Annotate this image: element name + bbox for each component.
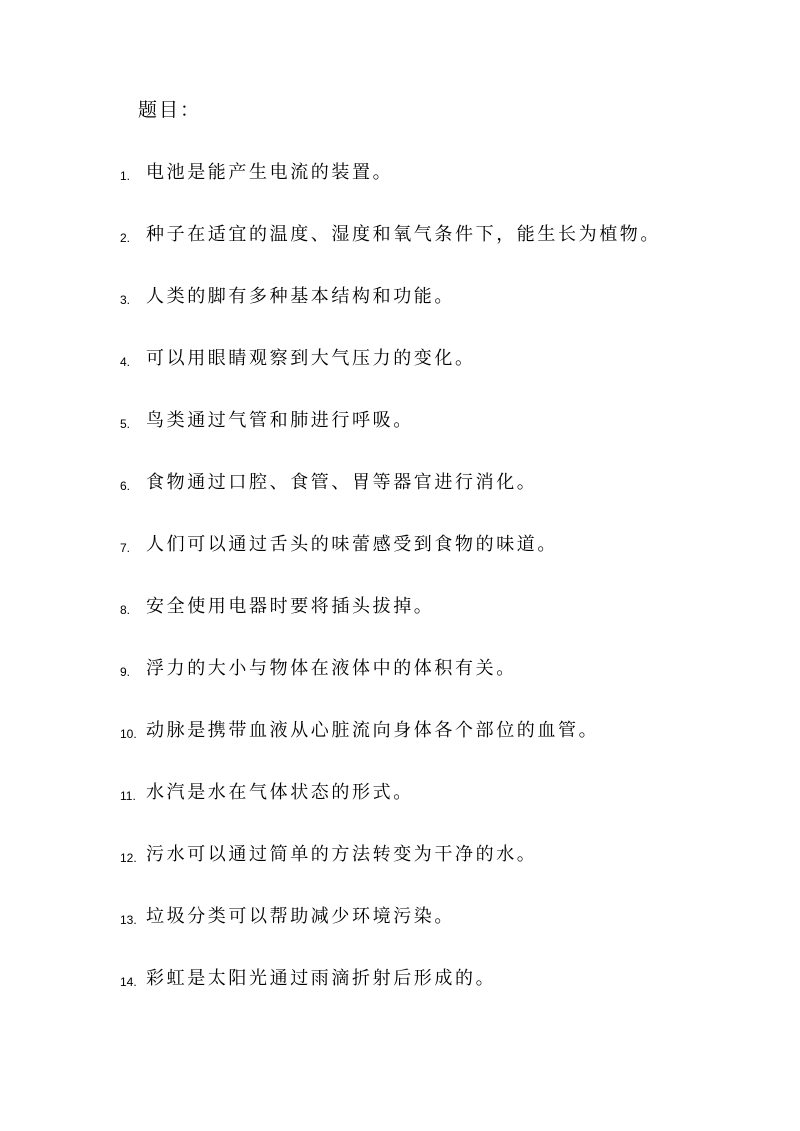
question-number: 2. xyxy=(120,231,131,245)
question-text: 人类的脚有多种基本结构和功能。 xyxy=(146,286,455,307)
question-number: 1. xyxy=(120,169,131,183)
document-title: 题目： xyxy=(138,99,202,121)
question-text: 食物通过口腔、食管、胃等器官进行消化。 xyxy=(146,472,538,493)
question-text: 鸟类通过气管和肺进行呼吸。 xyxy=(146,410,414,431)
question-number: 5. xyxy=(120,417,131,431)
question-number: 9. xyxy=(120,665,131,679)
question-text: 浮力的大小与物体在液体中的体积有关。 xyxy=(146,658,517,679)
question-number: 3. xyxy=(120,293,131,307)
question-number: 14. xyxy=(120,975,137,989)
question-number: 10. xyxy=(120,727,137,741)
question-number: 8. xyxy=(120,603,131,617)
question-text: 水汽是水在气体状态的形式。 xyxy=(146,782,414,803)
question-text: 彩虹是太阳光通过雨滴折射后形成的。 xyxy=(146,968,497,989)
question-text: 污水可以通过简单的方法转变为干净的水。 xyxy=(146,844,538,865)
question-number: 7. xyxy=(120,541,131,555)
question-number: 6. xyxy=(120,479,131,493)
question-number: 13. xyxy=(120,913,137,927)
question-text: 电池是能产生电流的装置。 xyxy=(146,162,394,183)
question-text: 可以用眼睛观察到大气压力的变化。 xyxy=(146,348,476,369)
question-number: 12. xyxy=(120,851,137,865)
question-number: 4. xyxy=(120,355,131,369)
question-text: 动脉是携带血液从心脏流向身体各个部位的血管。 xyxy=(146,720,600,741)
question-text: 安全使用电器时要将插头拔掉。 xyxy=(146,596,435,617)
question-text: 垃圾分类可以帮助减少环境污染。 xyxy=(146,906,455,927)
question-number: 11. xyxy=(120,789,136,803)
question-text: 种子在适宜的温度、湿度和氧气条件下，能生长为植物。 xyxy=(146,224,661,245)
question-text: 人们可以通过舌头的味蕾感受到食物的味道。 xyxy=(146,534,558,555)
